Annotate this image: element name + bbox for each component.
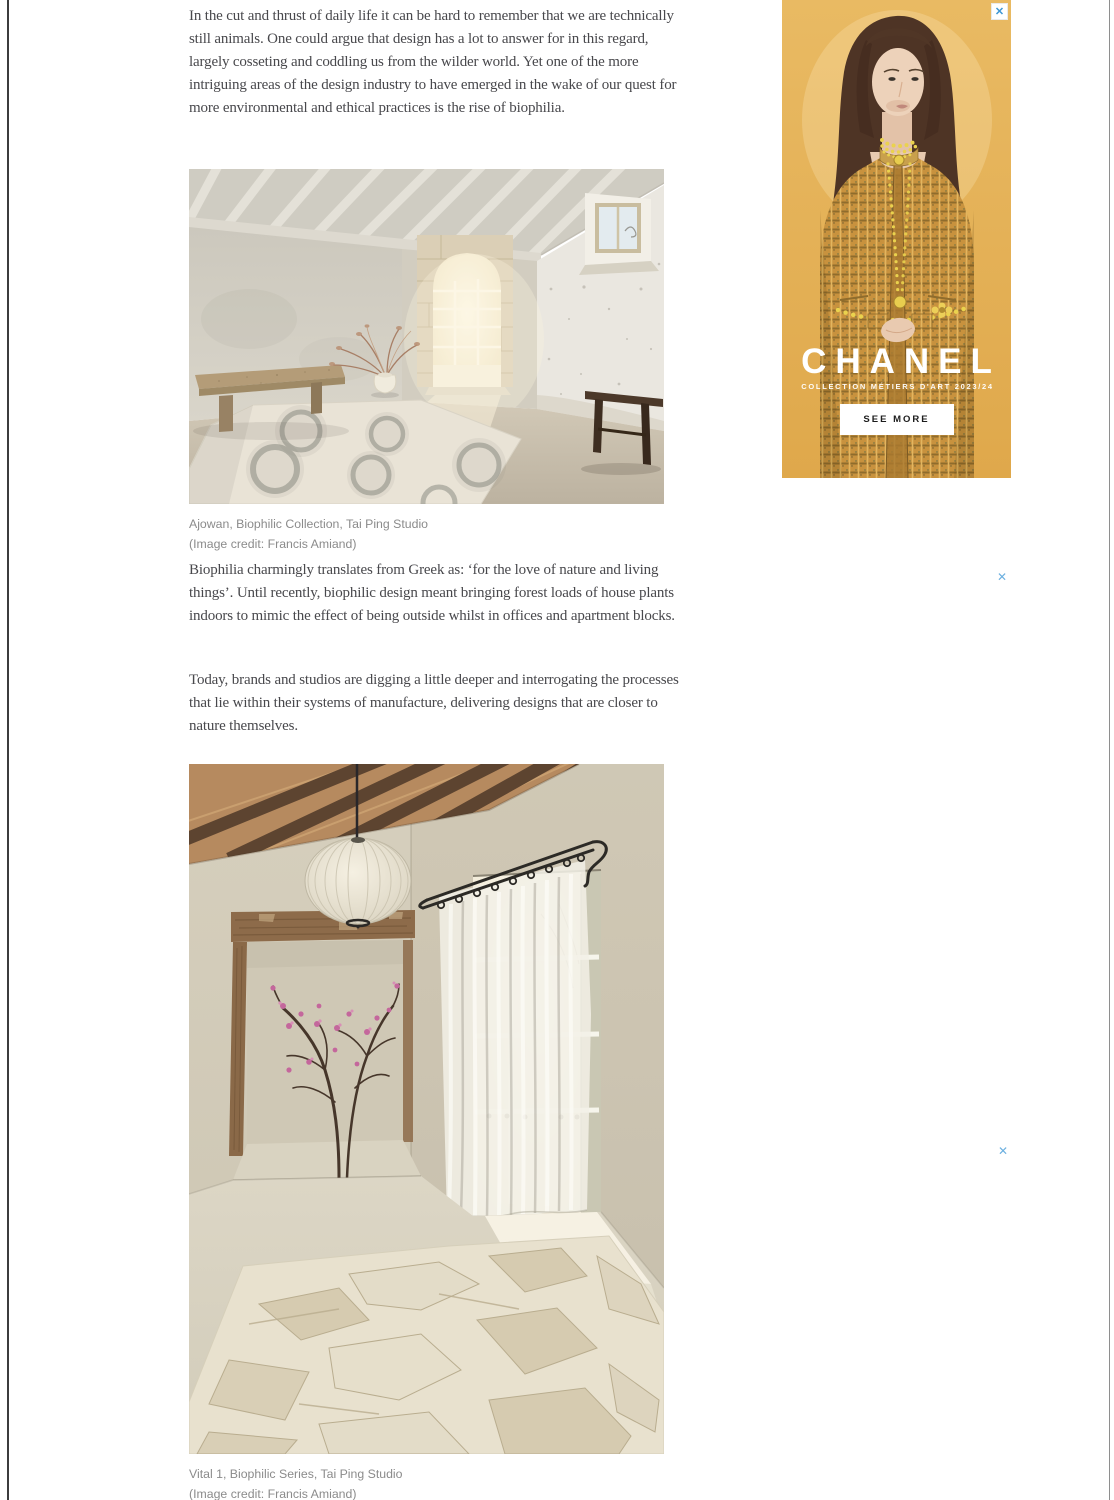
article-paragraph: Biophilia charmingly translates from Greek as: ‘for the love of nature and living things’. Until recently, biophilic design meant bringing forest loads of house plants indoors to mimic the effect of being outside whilst in offices and apartment blocks. — [189, 562, 675, 624]
right-content-divider — [1109, 0, 1110, 1500]
ad-slot-close-icon[interactable]: ✕ — [996, 570, 1008, 584]
figure-credit: (Image credit: Francis Amiand) — [189, 537, 357, 551]
figure-caption: Ajowan, Biophilic Collection, Tai Ping Studio — [189, 517, 429, 531]
article-paragraph: In the cut and thrust of daily life it can be hard to remember that we are technically still animals. One could argue that design has a lot to answer for in this regard, largely cosseting and coddling us from the wilder world. Yet one of the more intriguing areas of the design industry to have emerged in the wake of our quest for more environmental and ethical practices is the rise of biophilia. — [189, 8, 677, 116]
photo-beige-room-pendant — [189, 764, 664, 1454]
article-figure-1 — [189, 169, 664, 554]
geometric-rug — [189, 1236, 664, 1454]
choker-medallion — [894, 155, 904, 165]
pendant-medallion — [894, 296, 906, 308]
left-window-border — [7, 0, 9, 1500]
alcove-door-frame — [229, 910, 421, 1180]
sheer-curtain — [439, 860, 591, 1221]
small-window — [579, 193, 659, 275]
see-more-button[interactable]: SEE MORE — [840, 404, 954, 435]
article-figure-2 — [189, 764, 664, 1500]
ad-close-icon[interactable]: ✕ — [991, 3, 1008, 20]
photo-rustic-stone-room — [189, 169, 664, 504]
ad-brand-logo: CHANEL — [801, 342, 1001, 381]
article-paragraph: Today, brands and studios are digging a little deeper and interrogating the processes that lie within their systems of manufacture, delivering designs that are closer to nature themselves. — [189, 672, 679, 734]
ad-slot-close-icon[interactable]: ✕ — [997, 1144, 1009, 1158]
ad-subtitle: COLLECTION MÉTIERS D'ART 2023/24 — [801, 382, 994, 391]
chanel-ad-banner[interactable] — [782, 0, 1011, 478]
figure-credit: (Image credit: Francis Amiand) — [189, 1487, 357, 1500]
figure-caption: Vital 1, Biophilic Series, Tai Ping Studio — [189, 1467, 403, 1481]
